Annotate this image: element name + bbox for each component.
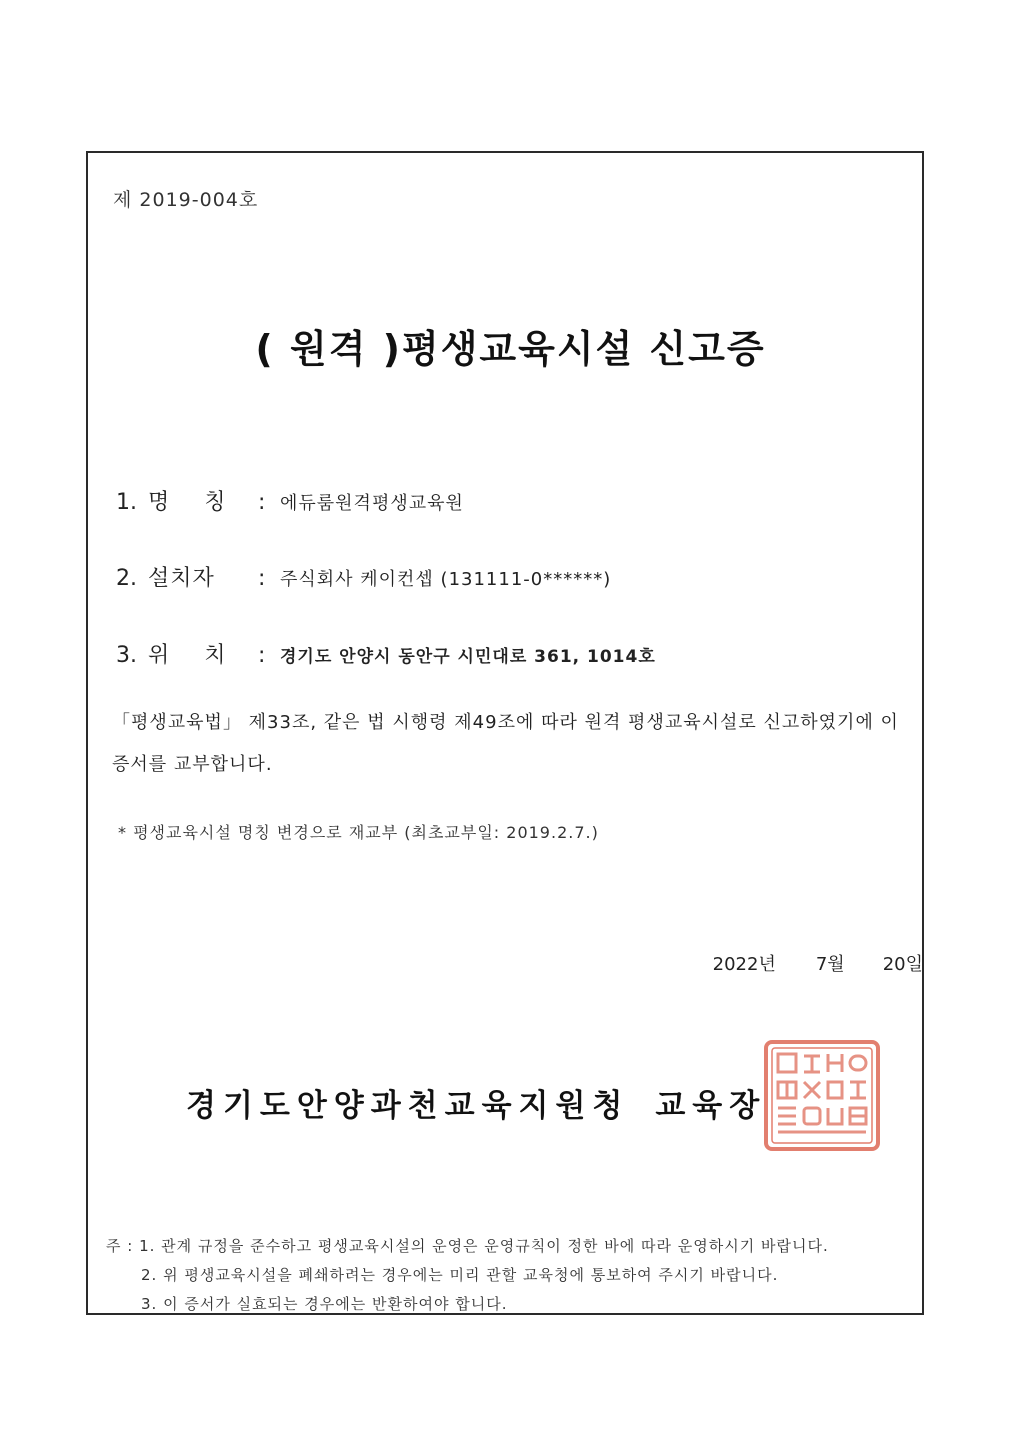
document-number: 제 2019-004호 <box>113 189 259 211</box>
issue-date <box>713 950 923 976</box>
certificate-title: ( 원격 )평생교육시설 신고증 <box>255 327 766 371</box>
field-label: 명 칭 <box>148 490 240 515</box>
field-label: 위 치 <box>148 643 240 668</box>
field-value-name: 에듀룸원격평생교육원 <box>280 493 464 514</box>
footer-note-2: 2. 위 평생교육시설을 폐쇄하려는 경우에는 미리 관할 교육청에 통보하여 주시기 바랍니다. <box>141 1266 779 1284</box>
field-colon: : <box>258 643 266 668</box>
issue-day: 20일 <box>882 954 923 975</box>
footer-note-1: 주 : 1. 관계 규정을 준수하고 평생교육시설의 운영은 운영규칙이 정한 바에 따라 운영하시기 바랍니다. <box>106 1237 829 1255</box>
field-value-founder: 주식회사 케이컨셉 (131111-0******) <box>280 569 612 590</box>
field-colon: : <box>258 566 266 591</box>
issuer-name <box>186 1080 766 1125</box>
issuer-org: 경기도안양과천교육지원청 <box>186 1088 630 1124</box>
field-location <box>116 638 656 669</box>
statement-text: 「평생교육법」 제33조, 같은 법 시행령 제49조에 따라 원격 평생교육시설로 신고하였기에 이 증서를 교부합니다. <box>112 712 899 775</box>
field-number: 3. <box>116 643 137 668</box>
field-value-location: 경기도 안양시 동안구 시민대로 361, 1014호 <box>280 647 656 667</box>
field-number: 1. <box>116 490 137 515</box>
field-label: 설치자 <box>148 566 215 591</box>
issue-year: 2022년 <box>712 954 776 975</box>
field-number: 2. <box>116 566 137 591</box>
field-founder <box>116 561 611 592</box>
footer-note-3: 3. 이 증서가 실효되는 경우에는 반환하여야 합니다. <box>141 1295 508 1313</box>
issue-month: 7월 <box>815 954 845 975</box>
field-name <box>116 485 464 516</box>
issuer-title: 교육장 <box>655 1088 767 1124</box>
field-colon: : <box>258 490 266 515</box>
official-seal-icon <box>762 1038 882 1153</box>
reissue-note: * 평생교육시설 명칭 변경으로 재교부 (최초교부일: 2019.2.7.) <box>118 823 599 842</box>
